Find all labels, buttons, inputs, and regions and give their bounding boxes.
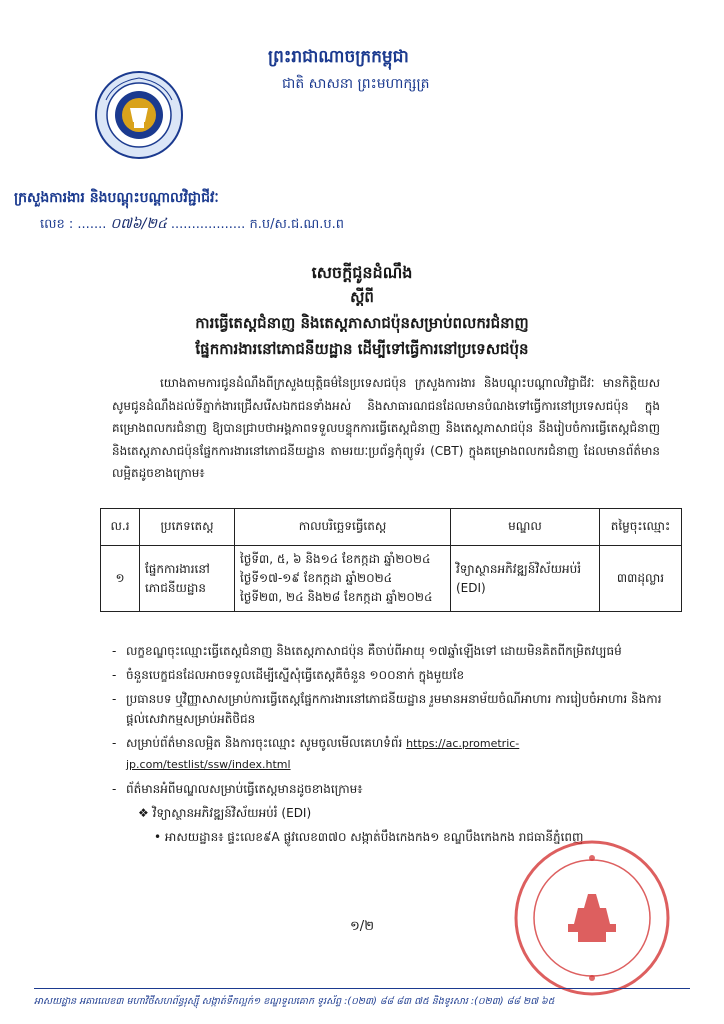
notes-list	[112, 641, 672, 847]
date-line: ថ្ងៃទី១៧-១៩ ខែកក្កដា ឆ្នាំ២០២៤	[240, 571, 393, 585]
cell-center: វិទ្យាស្ថានអភិវឌ្ឍន៍វិស័យអប់រំ (EDI)	[451, 546, 600, 612]
exam-schedule-table	[100, 508, 682, 612]
note-age-requirement: - លក្ខខណ្ឌចុះឈ្មោះធ្វើតេស្តជំនាញ និងតេស្តភាសាជប៉ុន គឺចាប់ពីអាយុ ១៧ឆ្នាំឡើងទៅ ដោយមិនគិតពីកម្រិតវប្បធម៌	[112, 641, 672, 661]
table-row	[101, 546, 682, 612]
registration-link[interactable]: https://ac.prometric-jp.com/testlist/ssw/index.html	[126, 737, 520, 771]
cell-type: ផ្នែកការងារនៅភោជនីយដ្ឋាន	[140, 546, 235, 612]
subject-line-2: ផ្នែកការងារនៅភោជនីយដ្ឋាន ដើម្បីទៅធ្វើការនៅប្រទេសជប៉ុន	[195, 340, 529, 358]
test-center-name: ❖ វិទ្យាស្ថានអភិវឌ្ឍន៍វិស័យអប់រំ (EDI)	[138, 806, 312, 820]
ref-prefix: លេខ :	[40, 217, 74, 232]
header-no: ល.រ	[101, 509, 140, 546]
header-fee: តម្លៃចុះឈ្មោះ	[600, 509, 682, 546]
registration-text: សម្រាប់ព័ត៌មានលម្អិត និងការចុះឈ្មោះ សូមចូលមើលគេហទំព័រ	[126, 736, 403, 750]
note-registration	[112, 733, 672, 775]
header-date: កាលបរិច្ឆេទធ្វើតេស្ត	[235, 509, 451, 546]
kingdom-title: ព្រះរាជាណាចក្រកម្ពុជា	[268, 47, 409, 67]
intro-text: យោងតាមការជូនដំណឹងពីក្រសួងយុត្តិធម៌នៃប្រទេសជប៉ុន ក្រសួងការងារ និងបណ្តុះបណ្តាលវិជ្ជាជីវៈ មានកិត្តិយសសូមជូនដំណឹងដល់ទីភ្នាក់ងារជ្រើសរើសឯកជនទាំងអស់ និងសាធារណជនដែលមានបំណងទៅធ្វើការនៅប្រទេសជប៉ុន ក្នុងគម្រោងពលករជំនាញ ឱ្យបានជ្រាបថាអង្គភាពទទួលបន្ទុកការធ្វើតេស្តជំនាញ និងតេស្តភាសាជប៉ុន នឹងរៀបចំការធ្វើតេស្តជំនាញ និងតេស្តភាសាជប៉ុនផ្នែកការងារនៅភោជនីយដ្ឋាន តាមរយៈប្រព័ន្ធកុំព្យូទ័រ (CBT) ក្នុងគម្រោងពលករជំនាញ ដែលមានព័ត៌មានលម្អិតដូចខាងក្រោម៖	[112, 376, 660, 480]
ref-number: ០៧៦/២៤	[110, 216, 167, 232]
ref-suffix: ក.ប/ស.ជ.ណ.ប.ព	[249, 217, 344, 232]
note-candidate-quota: - ចំនួនបេក្ខជនដែលអាចទទួលដើម្បីស្នើសុំធ្វើតេស្តគឺចំនួន ១០០នាក់ ក្នុងមួយខែ	[112, 665, 672, 685]
document-about: ស្តីពី	[350, 288, 374, 306]
official-stamp	[512, 838, 672, 998]
date-line: ថ្ងៃទី២៣, ២៤ និង២៨ ខែកក្កដា ឆ្នាំ២០២៤	[240, 590, 433, 604]
subject-line-1: ការធ្វើតេស្តជំនាញ និងតេស្តភាសាជប៉ុនសម្រាប់ពលករជំនាញ	[195, 314, 529, 332]
document-title: សេចក្តីជូនដំណឹង	[311, 263, 413, 282]
header-type: ប្រភេទតេស្ត	[140, 509, 235, 546]
kingdom-motto: ជាតិ សាសនា ព្រះមហាក្សត្រ	[282, 76, 430, 92]
page-number: ១/២	[349, 919, 375, 934]
test-center-address: • អាសយដ្ឋាន៖ ផ្ទះលេខ៩A ផ្លូវលេខ៣៧០ សង្កាត់បឹងកេងកង១ ខណ្ឌបឹងកេងកង រាជធានីភ្នំពេញ	[154, 830, 584, 844]
date-line: ថ្ងៃទី៣, ៥, ៦ និង១៤ ខែកក្កដា ឆ្នាំ២០២៤	[240, 552, 431, 566]
cell-no: ១	[101, 546, 140, 612]
cell-dates	[235, 546, 451, 612]
cell-fee: ៣៣ដុល្លារ	[600, 546, 682, 612]
reference-number-line: លេខ : ....... ០៧៦/២៤ .................. ក.ប/ស.ជ.ណ.ប.ព	[40, 216, 344, 232]
header-center: មណ្ឌល	[451, 509, 600, 546]
intro-paragraph	[112, 372, 660, 485]
footer-divider	[34, 988, 690, 989]
ministry-logo	[94, 70, 184, 160]
note-test-subjects: - ប្រធានបទ ឬវិញ្ញាសាសម្រាប់ការធ្វើតេស្តផ្នែកការងារនៅភោជនីយដ្ឋាន រួមមានអនាម័យចំណីអាហារ ការរៀបចំអាហារ និងការផ្តល់សេវាកម្មសម្រាប់អតិថិជន	[112, 689, 672, 729]
note-test-center: - ព័ត៌មានអំពីមណ្ឌលសម្រាប់ធ្វើតេស្តមានដូចខាងក្រោម៖	[112, 779, 672, 799]
table-header-row	[101, 509, 682, 546]
footer-address: អាសយដ្ឋាន អគារលេខ៣ មហាវិថីសហព័ន្ធរុស្ស៊ី សង្កាត់ទឹកល្អក់១ ខណ្ឌទួលគោក ទូរស័ព្ទ :(០២៣) ៨៨ ៨៣ ៧៥ និងទូរសារ :(០២៣) ៨៨ ២៧ ៦៥	[34, 996, 555, 1007]
ministry-name: ក្រសួងការងារ និងបណ្តុះបណ្តាលវិជ្ជាជីវៈ	[14, 190, 219, 206]
